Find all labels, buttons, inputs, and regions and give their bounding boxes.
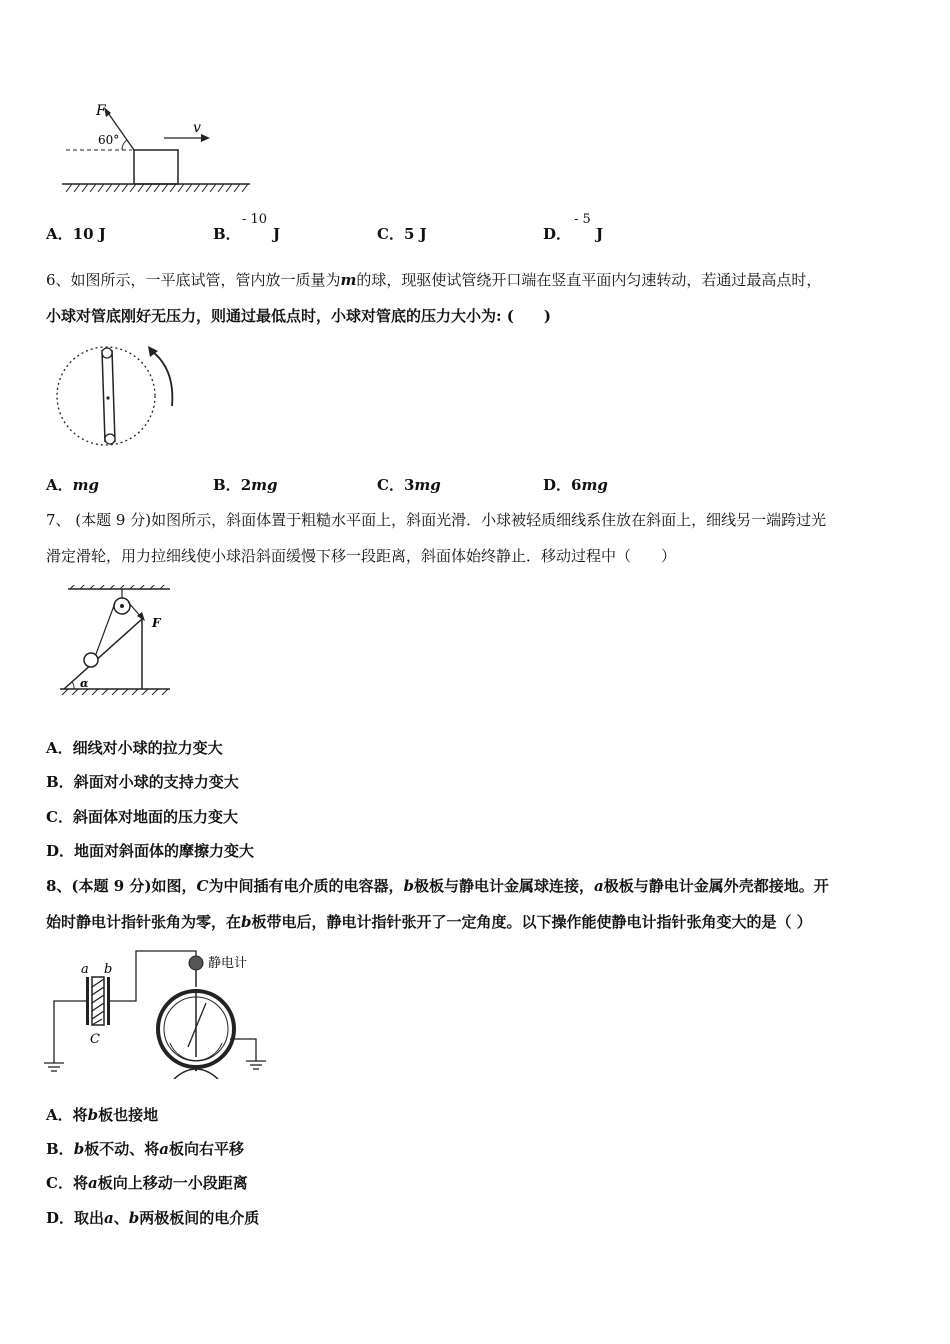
- q6-option-b: B．2mg: [213, 476, 278, 494]
- q6-line2: 小球对管底刚好无压力，则通过最低点时，小球对管底的压力大小为: ( ): [46, 307, 551, 325]
- q7-option-c: C．斜面体对地面的压力变大: [46, 808, 238, 826]
- q7-figure: [58, 585, 178, 695]
- force-label: F: [96, 103, 106, 119]
- ball: [84, 653, 98, 667]
- block: [134, 150, 178, 184]
- capacitor-label: C: [90, 1032, 100, 1047]
- capacitor-plate-b: [107, 977, 110, 1025]
- q5-option-d: D．: [543, 225, 572, 243]
- q5-figure: [60, 98, 255, 193]
- q5-option-b-value: - 10: [242, 212, 268, 227]
- q7-option-b: B．斜面对小球的支持力变大: [46, 773, 239, 791]
- tube-bottom-ball: [105, 434, 115, 444]
- q8-option-b: B．b板不动、将a板向右平移: [46, 1140, 244, 1158]
- q6-stem: [46, 262, 916, 334]
- tube-top-ball: [102, 348, 112, 358]
- plate-b-label: b: [104, 962, 113, 977]
- q5-option-d-value: - 5: [574, 212, 591, 227]
- q7-stem: [46, 502, 916, 574]
- q5-option-b-unit: J: [273, 225, 281, 243]
- q7-option-d: D．地面对斜面体的摩擦力变大: [46, 842, 255, 860]
- q8-option-d: D．取出a、b两极板间的电介质: [46, 1209, 260, 1227]
- q7-option-a: A．细线对小球的拉力变大: [46, 739, 223, 757]
- q8-line1: 8、(本题 9 分)如图，C为中间插有电介质的电容器，b极板与静电计金属球连接，a极板与静电计金属外壳都接地。开: [46, 877, 829, 895]
- q5-option-b: B．: [213, 225, 241, 243]
- electroscope-label: 静电计: [208, 956, 248, 971]
- force-label: F: [152, 616, 161, 630]
- angle-label: 60°: [98, 133, 120, 147]
- q6-figure: [50, 340, 185, 452]
- q5-option-c: C．5 J: [377, 225, 427, 243]
- q6-line1: 6、如图所示，一平底试管，管内放一质量为m的球，现驱使试管绕开口端在竖直平面内匀速转动，若通过最高点时，: [46, 271, 822, 289]
- q8-option-a: A．将b板也接地: [46, 1106, 159, 1124]
- incline-surface: [64, 619, 142, 689]
- capacitor-plate-a: [86, 977, 89, 1025]
- rotation-arrow: [153, 352, 172, 406]
- q7-line2: 滑定滑轮，用力拉细线使小球沿斜面缓慢下移一段距离，斜面体始终静止．移动过程中（ ）: [46, 547, 677, 565]
- q8-line2: 始时静电计指针张角为零，在b板带电后，静电计指针张开了一定角度。以下操作能使静电计指针张角变大的是（ ）: [46, 913, 812, 931]
- q6-option-c: C．3mg: [377, 476, 441, 494]
- q5-option-d-unit: J: [596, 225, 604, 243]
- q8-stem: [46, 868, 916, 940]
- q6-option-a: A．mg: [46, 476, 100, 494]
- q5-option-a: A．10 J: [46, 225, 106, 243]
- q6-option-d: D．6mg: [543, 476, 608, 494]
- velocity-label: v: [193, 120, 201, 136]
- plate-a-label: a: [81, 962, 89, 977]
- q8-option-c: C．将a板向上移动一小段距离: [46, 1174, 248, 1192]
- q7-line1: 7、 (本题 9 分)如图所示，斜面体置于粗糙水平面上，斜面光滑．小球被轻质细线系住放在斜面上，细线另一端跨过光: [46, 511, 827, 529]
- q8-figure: [40, 947, 280, 1079]
- electroscope-ball: [189, 956, 203, 970]
- angle-label: α: [80, 677, 89, 690]
